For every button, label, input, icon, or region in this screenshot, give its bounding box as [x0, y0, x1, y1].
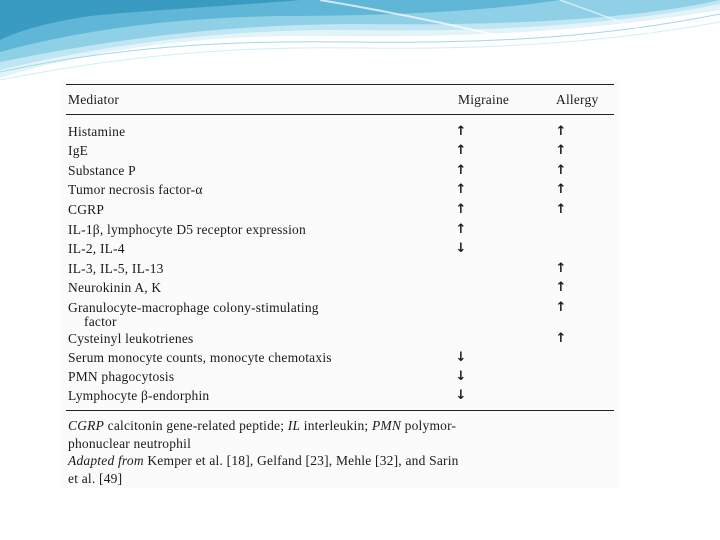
row-allergy-arrow: ↑ — [555, 280, 567, 295]
footnote-abbr: CGRP — [68, 418, 105, 433]
table-row — [68, 368, 614, 386]
footnote-source — [68, 452, 616, 488]
table-row — [68, 299, 614, 333]
table-row — [68, 221, 614, 239]
footnote-text: calcitonin gene-related peptide; — [104, 418, 288, 433]
footnote-adapted-text: Kemper et al. [18], Gelfand [23], Mehle [32], and Sarin — [143, 453, 459, 468]
row-allergy-arrow: ↑ — [555, 143, 567, 158]
table-row — [68, 330, 614, 348]
table-row — [68, 279, 614, 297]
row-mediator: Granulocyte-macrophage colony-stimulating — [68, 300, 319, 315]
table-row — [68, 260, 614, 278]
row-mediator: Lymphocyte β-endorphin — [68, 388, 210, 403]
footnote-text-line2: phonuclear neutrophil — [68, 436, 192, 451]
row-migraine-arrow: ↑ — [455, 222, 467, 237]
row-mediator: Tumor necrosis factor-α — [68, 182, 203, 197]
row-mediator: PMN phagocytosis — [68, 369, 175, 384]
header-migraine: Migraine — [458, 92, 510, 107]
row-mediator: Cysteinyl leukotrienes — [68, 331, 194, 346]
footnote-text: polymor- — [401, 418, 457, 433]
row-migraine-arrow: ↑ — [455, 202, 467, 217]
row-migraine-arrow: ↓ — [455, 241, 467, 256]
footnote-text: interleukin; — [300, 418, 372, 433]
row-allergy-arrow: ↑ — [555, 163, 567, 178]
row-mediator: IL-3, IL-5, IL-13 — [68, 261, 164, 276]
row-migraine-arrow: ↑ — [455, 124, 467, 139]
row-mediator: CGRP — [68, 202, 105, 217]
header-allergy: Allergy — [556, 92, 599, 107]
row-mediator: Substance P — [68, 163, 136, 178]
table-bottom-rule — [66, 410, 614, 411]
row-allergy-arrow: ↑ — [555, 202, 567, 217]
row-migraine-arrow: ↓ — [455, 350, 467, 365]
table-row — [68, 201, 614, 219]
row-mediator: Histamine — [68, 124, 126, 139]
row-allergy-arrow: ↑ — [555, 182, 567, 197]
row-mediator: Neurokinin A, K — [68, 280, 162, 295]
header-mediator: Mediator — [68, 92, 120, 107]
row-allergy-arrow: ↑ — [555, 300, 567, 315]
row-migraine-arrow: ↑ — [455, 143, 467, 158]
table-row — [68, 162, 614, 180]
table-row — [68, 123, 614, 141]
footnote-abbr: IL — [287, 418, 301, 433]
row-allergy-arrow: ↑ — [555, 261, 567, 276]
table-row — [68, 181, 614, 199]
decorative-wave-header — [0, 0, 720, 90]
row-migraine-arrow: ↓ — [455, 369, 467, 384]
row-migraine-arrow: ↓ — [455, 388, 467, 403]
row-migraine-arrow: ↑ — [455, 163, 467, 178]
footnote-adapted-line2: et al. [49] — [68, 471, 123, 486]
footnote-abbreviations — [68, 417, 616, 453]
row-mediator: IL-2, IL-4 — [68, 241, 125, 256]
table-row — [68, 142, 614, 160]
row-mediator-continued: factor — [84, 314, 117, 329]
row-mediator: IL-1β, lymphocyte D5 receptor expression — [68, 222, 306, 237]
row-mediator: IgE — [68, 143, 89, 158]
footnote-adapted-label: Adapted from — [68, 453, 144, 468]
table-top-rule — [66, 84, 614, 85]
row-allergy-arrow: ↑ — [555, 124, 567, 139]
table-row — [68, 387, 614, 405]
row-migraine-arrow: ↑ — [455, 182, 467, 197]
mediator-table — [60, 80, 620, 488]
table-header-rule — [66, 114, 614, 115]
table-row — [68, 349, 614, 367]
footnote-abbr: PMN — [371, 418, 402, 433]
row-allergy-arrow: ↑ — [555, 331, 567, 346]
row-mediator: Serum monocyte counts, monocyte chemotaxis — [68, 350, 332, 365]
table-row — [68, 240, 614, 258]
